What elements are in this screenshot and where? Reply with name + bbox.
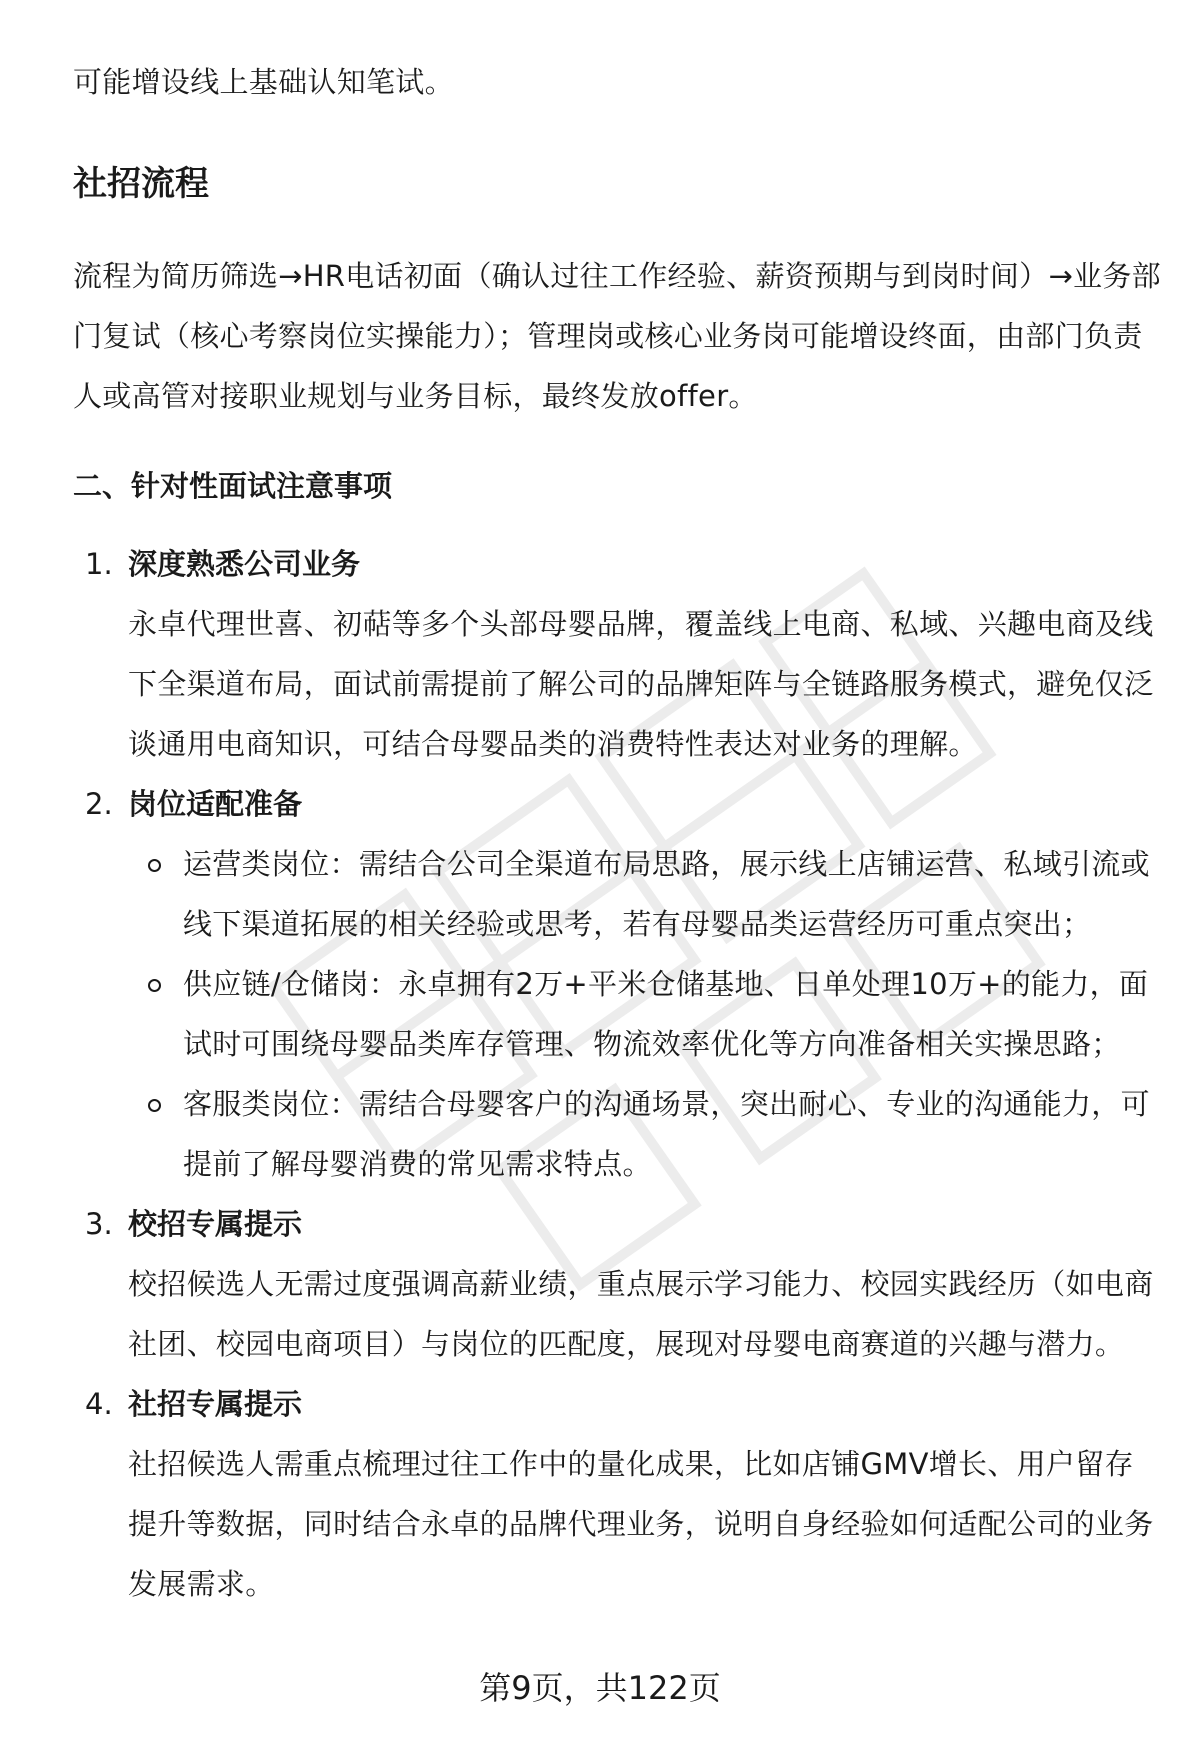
item-number: 4.	[85, 1387, 113, 1421]
item-number: 1.	[85, 547, 113, 581]
sub-list	[128, 834, 1163, 1194]
sub-item-text: 运营类岗位：需结合公司全渠道布局思路，展示线上店铺运营、私域引流或线下渠道拓展的相关经验或思考，若有母婴品类运营经历可重点突出；	[183, 847, 1150, 941]
section2-heading: 二、针对性面试注意事项	[73, 469, 393, 503]
intro-line: 可能增设线上基础认知笔试。	[73, 65, 454, 99]
document-content	[73, 52, 1163, 1614]
sub-item-operations	[128, 834, 1163, 954]
item-title: 深度熟悉公司业务	[128, 547, 361, 581]
notice-item-2	[73, 774, 1163, 1194]
sub-item-supply-chain	[128, 954, 1163, 1074]
circle-bullet-icon	[148, 979, 161, 992]
sub-item-text: 客服类岗位：需结合母婴客户的沟通场景，突出耐心、专业的沟通能力，可提前了解母婴消费的常见需求特点。	[183, 1087, 1150, 1181]
sub-item-customer-service	[128, 1074, 1163, 1194]
social-process-text: 流程为简历筛选→HR电话初面（确认过往工作经验、薪资预期与到岗时间）→业务部门复试（核心考察岗位实操能力）；管理岗或核心业务岗可能增设终面，由部门负责人或高管对接职业规划与业务目标，最终发放offer。	[73, 259, 1161, 413]
notice-item-3	[73, 1194, 1163, 1374]
item-title: 社招专属提示	[128, 1387, 303, 1421]
social-process-heading: 社招流程	[73, 164, 209, 204]
notice-item-4	[73, 1374, 1163, 1614]
notice-list	[73, 534, 1163, 1614]
sub-item-text: 供应链/仓储岗：永卓拥有2万+平米仓储基地、日单处理10万+的能力，面试时可围绕母婴品类库存管理、物流效率优化等方向准备相关实操思路；	[183, 967, 1149, 1061]
page-footer: 第9页，共122页	[479, 1669, 721, 1707]
item-text: 社招候选人需重点梳理过往工作中的量化成果，比如店铺GMV增长、用户留存提升等数据，同时结合永卓的品牌代理业务，说明自身经验如何适配公司的业务发展需求。	[128, 1447, 1154, 1601]
item-number: 3.	[85, 1207, 113, 1241]
item-number: 2.	[85, 787, 113, 821]
item-text: 校招候选人无需过度强调高薪业绩，重点展示学习能力、校园实践经历（如电商社团、校园电商项目）与岗位的匹配度，展现对母婴电商赛道的兴趣与潜力。	[128, 1267, 1154, 1361]
notice-item-1	[73, 534, 1163, 774]
item-title: 岗位适配准备	[128, 787, 303, 821]
item-title: 校招专属提示	[128, 1207, 303, 1241]
circle-bullet-icon	[148, 1099, 161, 1112]
item-text: 永卓代理世喜、初萜等多个头部母婴品牌，覆盖线上电商、私域、兴趣电商及线下全渠道布局，面试前需提前了解公司的品牌矩阵与全链路服务模式，避免仅泛谈通用电商知识，可结合母婴品类的消费特性表达对业务的理解。	[128, 607, 1154, 761]
circle-bullet-icon	[148, 859, 161, 872]
